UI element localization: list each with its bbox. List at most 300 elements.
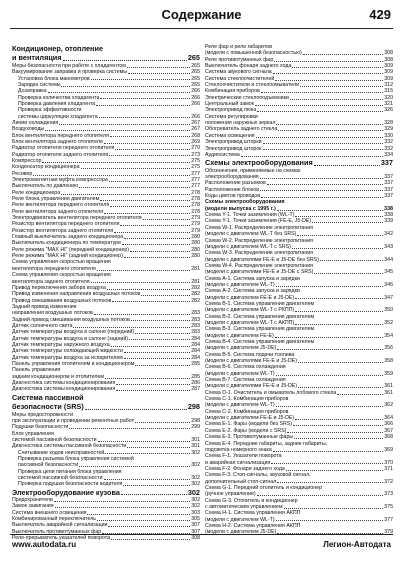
toc-entry-title: Схема Н-1. Система управления АКПП [205,510,301,517]
toc-dot-leader [257,111,383,112]
toc-entry-page: 343 [384,243,393,250]
toc-entry-title: (модели с двигателем WL-T) [205,281,275,288]
toc-dot-leader [278,130,383,131]
toc-dot-leader [85,409,187,410]
toc-entry-title: Схема В-4. Система управления двигателем [205,339,315,345]
toc-dot-leader [130,251,190,252]
toc-entry-title: Меры безопасности при работе с хладагентом [12,62,126,69]
toc-entry-title: Схема G-3. Отопитель и кондиционер [205,497,298,504]
toc-entry-page: 337 [384,192,393,199]
toc-entry-page: 275 [191,164,200,171]
toc-entry-title: вентилятора заднего отопителя [12,278,90,285]
toc-entry-title: задним кондиционером и отопителем [12,373,104,380]
toc-entry-title: Резистор вентилятора заднего отопителя [12,227,114,234]
toc-dot-leader [298,387,383,388]
toc-dot-leader [69,428,190,429]
toc-entry-page: 280 [191,253,200,260]
toc-dot-leader [123,485,190,486]
toc-entry-title: Радиатор отопителя переднего отопителя [12,145,115,152]
toc-entry-title: Проверка количества хладагента [18,94,100,101]
toc-entry-title: Схема В-7. Система охлаждения [205,377,286,384]
toc-entry-page: 356 [384,345,393,352]
toc-entry-title: Реле блока управления двигателем [12,196,100,203]
toc-entry-title: Реле вентилятора заднего отопителя [12,208,104,215]
toc-entry-title: Привод переключения забора воздуха [12,284,106,291]
toc-entry-page: 345 [384,269,393,276]
toc-dot-leader [105,378,190,379]
toc-dot-leader [129,339,190,340]
toc-dot-leader [297,235,383,236]
toc-entry-page: 339 [384,218,393,225]
toc-entry-title: с автоматическим управлением [205,503,283,510]
toc-entry-title: Проверка разъема блока управления системой [18,455,134,462]
toc-entry-title: (модели с двигателями FE-E и J5-DE без SRS) [205,256,319,263]
toc-section-heading [12,45,200,53]
toc-entry-title: Схема А-1. Система запуска и зарядки [205,275,300,282]
toc-dot-leader [104,213,190,214]
toc-dot-leader [273,451,383,452]
toc-entry-title: Реле кондиционера [12,189,61,196]
toc-entry-title: Компрессор [12,157,42,164]
toc-entry-page: 266 [191,100,200,107]
page-header [10,4,393,29]
toc-entry-page: 342 [384,231,393,238]
toc-entry-page: 337 [380,158,393,168]
toc-dot-leader [314,273,383,274]
toc-entry-page: 338 [384,212,393,219]
toc-dot-leader [276,124,383,125]
toc-dot-leader [255,105,383,106]
toc-entry-page: 366 [384,421,393,428]
toc-dot-leader [110,206,190,207]
toc-entry-title: Блок управления [12,430,54,437]
toc-dot-leader [263,143,384,144]
toc-entry-page: 344 [384,256,393,263]
toc-entry-title: Дозаправка [18,88,47,95]
toc-entry-page: 301 [191,443,200,450]
toc-dot-leader [276,375,384,376]
toc-entry-title: Датчик солнечного света [12,322,73,329]
toc-dot-leader [54,501,190,502]
toc-section-heading [12,54,200,62]
toc-entry-title: Предохранители [12,497,53,504]
footer-divider [10,534,393,535]
toc-entry-page: 285 [191,373,200,380]
toc-entry-title: Схемы электрооборудования [205,199,285,206]
toc-dot-leader [141,295,190,296]
toc-entry-page: 302 [191,503,200,510]
toc-entry-title: Реле режима "MAX HI" (задний кондиционер) [12,253,123,260]
toc-entry-page: 329 [384,126,393,133]
toc-entry-title: Схема А-2. Система запуска и зарядки [205,288,300,295]
toc-entry-title: Схема Е-2. Фары (модели с SRS) [205,427,287,434]
toc-entry-title: Схема В-3. Система управления двигателем [205,326,315,333]
toc-entry-page: 347 [384,294,393,301]
toc-entry-title: Резистор вентилятора переднего отопителя [12,221,120,228]
toc-entry-title: Выключатель кондиционера по температуре [12,240,122,247]
toc-entry-title: (модели с двигателем WL-T с SRS) [205,243,291,250]
toc-entry-title: (модели с двигателем FE-E и J5-DE) [205,415,295,422]
toc-entry-page: 285 [191,360,200,367]
toc-entry-page: 373 [384,491,393,498]
toc-dot-leader [121,494,187,495]
toc-entry-title: (модели с двигателем J5-DE) [205,345,277,352]
toc-entry-page: 265 [191,75,200,82]
toc-entry-page: 379 [384,529,393,536]
toc-entry-title: Диагностика системы кондиционирования [12,380,116,386]
toc-entry-page: 309 [384,75,393,82]
toc-dot-leader [320,260,383,261]
toc-entry-title: Электромагнитная муфта компрессора [12,177,108,183]
toc-dot-leader [42,162,190,163]
toc-entry-title: Реле фар и реле габаритов [205,44,273,50]
toc-entry-title: направления воздушных потоков [12,310,93,317]
toc-dot-leader [295,311,383,312]
toc-entry-page: 282 [191,297,200,304]
toc-dot-leader [295,298,383,299]
toc-dot-leader [81,168,191,169]
toc-entry-title: электрооборудования [205,173,259,180]
toc-dot-leader [276,406,384,407]
toc-entry-title: Комбинированный переключатель [12,516,97,523]
toc-dot-leader [241,156,383,157]
toc-dot-leader [107,289,190,290]
toc-entry-title: Электропривод шторок [205,145,262,152]
toc-entry-title: Схема Y-1. Точки заземления (FE-E, J5-DE) [205,218,312,225]
toc-entry-page: 287 [191,386,200,393]
toc-entry-title: Схема С-2. Комбинация приборов [205,408,289,415]
toc-entry-page: 302 [191,481,200,488]
toc-right-column [205,44,393,534]
toc-entry-page: 298 [187,402,200,412]
toc-entry-title: положения наружных зеркал [205,120,276,127]
toc-entry-page: 328 [384,120,393,127]
toc-entry [12,481,200,487]
toc-entry-page: 337 [384,173,393,180]
toc-dot-leader [100,98,190,99]
toc-entry-page: 284 [191,335,200,342]
toc-entry-title: Схема управления скоростью вращения [12,272,111,279]
toc-dot-leader [99,117,191,118]
toc-dot-leader [286,470,383,471]
toc-entry-page: 308 [384,50,393,57]
toc-entry-page: 284 [191,348,200,355]
toc-entry-page: 315 [384,88,393,95]
toc-entry-title: (модели с двигателем WL-T с РКПП) [205,307,295,314]
toc-entry-title: Выключатель по давлению [12,183,79,190]
toc-entry-title: Система пассивной [12,392,84,402]
toc-entry-title: Схема В-6. Система охлаждения [205,364,286,371]
toc-entry-title: Обозначения, применяемые на схемах [205,167,301,174]
toc-entry-title: Датчик температуры наружного воздуха [12,341,110,348]
toc-dot-leader [135,422,190,423]
toc-dot-leader [337,394,383,395]
toc-dot-leader [79,466,190,467]
toc-dot-leader [312,222,383,223]
toc-dot-leader [124,257,190,258]
toc-entry-title: Стеклоочистители и стеклоомыватели [205,82,300,89]
toc-dot-leader [277,482,383,483]
toc-entry-title: Привод смешивания воздушных потоков [12,297,112,304]
toc-dot-leader [116,390,190,391]
footer-publisher: Легион-Автодата [323,540,391,549]
toc-dot-leader [276,286,384,287]
toc-entry-page: 308 [191,535,200,542]
toc-section-heading [12,489,200,497]
toc-entry-title: (модели с двигателем WL-T) [205,402,275,409]
toc-entry-title: Установка блока манометров [18,75,90,82]
toc-entry-page: 361 [384,383,393,390]
toc-entry-title: Реле вентилятора переднего отопителя [12,202,110,209]
toc-entry-title: (модели с повышенной безопасностью) [205,50,302,57]
toc-entry-title: безопасности (SRS) [12,402,84,412]
toc-dot-leader [276,520,384,521]
toc-entry-title: Датчик температуры охлаждающей жидкости [12,348,123,355]
toc-entry-page: 280 [191,240,200,247]
toc-entry-title: Электродвигатель вентилятора переднего отопителя [12,215,142,222]
toc-entry-page: 377 [384,516,393,523]
toc-dot-leader [61,194,190,195]
toc-entry-page: 332 [384,139,393,146]
toc-entry-page: 370 [384,459,393,466]
toc-entry-page: 282 [191,291,200,298]
toc-dot-leader [292,67,383,68]
toc-section-heading [12,403,200,411]
toc-entry-title: Реле противотуманных фар [205,56,274,63]
toc-entry-title: Электропривод люка [205,107,257,114]
toc-dot-leader [273,73,384,74]
toc-dot-leader [91,282,191,283]
toc-entry-title: Коды цветов проводов [205,192,261,199]
toc-dot-leader [87,514,190,515]
toc-entry-page: 267 [191,126,200,133]
toc-entry-title: (модели с двигателем WL-T) [205,370,275,377]
toc-dot-leader [275,80,383,81]
toc-entry-page: 302 [191,497,200,504]
toc-dot-leader [100,200,190,201]
toc-entry-page: 375 [384,503,393,510]
toc-entry-title: Схема В-5. Система подачи топлива [205,351,295,358]
toc-entry-page: 332 [384,145,393,152]
toc-dot-leader [298,362,383,363]
toc-entry-page: 302 [191,474,200,481]
toc-entry-page: 312 [384,82,393,89]
toc-entry-page: 278 [191,189,200,196]
toc-entry-title: Аудиосистема [205,151,240,158]
toc-dot-leader [109,181,190,182]
toc-dot-leader [261,92,383,93]
toc-entry-title: Выключатель фонаря заднего хода [205,63,292,70]
toc-entry-page: 307 [191,528,200,535]
toc-dot-leader [131,320,191,321]
toc-entry-page: 354 [384,332,393,339]
toc-dot-leader [292,248,383,249]
toc-dot-leader [260,190,383,191]
page-number: 429 [369,7,391,22]
toc-dot-leader [122,244,190,245]
toc-dot-leader [45,130,190,131]
toc-entry-title: Диагностика системы пассивной безопасности [12,443,127,450]
toc-dot-leader [275,337,383,338]
toc-dot-leader [61,86,190,87]
toc-entry-title: Расположение разъемов [205,180,266,187]
toc-dot-leader [59,124,190,125]
toc-entry-title: Система внешнего освещения [12,509,87,516]
toc-entry-title: подсветка номерного знака [205,446,272,453]
toc-entry-page: 281 [191,278,200,285]
toc-entry-title: Схемы электрооборудования [205,158,313,168]
toc-dot-leader [97,520,190,521]
toc-entry-page: 309 [384,69,393,76]
toc-entry-title: Схема W-4. Распределение электропитания [205,262,314,269]
toc-entry-page: 372 [384,478,393,485]
toc-dot-leader [295,324,383,325]
toc-entry-title: (модели с двигателем WL-T) [205,516,275,523]
toc-entry-page: 279 [191,221,200,228]
toc-dot-leader [97,270,190,271]
toc-entry-title: (модели с двигателем WL-T с АКПП) [205,319,295,326]
toc-dot-leader [91,79,191,80]
toc-entry-page: 359 [384,370,393,377]
toc-entry-title: (модели с двигателем J5-DE) [205,529,277,536]
toc-entry-title: Схема W-2. Распределение электропитания [205,237,314,244]
toc-entry-page: 267 [191,119,200,126]
toc-dot-leader [110,136,190,137]
toc-dot-leader [114,232,190,233]
toc-entry-title: Радиатор отопителя заднего отопителя [12,151,109,158]
toc-entry-page: 346 [384,281,393,288]
toc-entry-title: (модели с двигателями FE-E и J5-DE с SRS) [205,269,314,276]
toc-entry-title: вентилятора переднего отопителя [12,265,96,272]
toc-entry-title: Схема Е-4. Передние габариты, задние габариты, [205,440,328,447]
toc-entry-title: Воздуховоды [12,126,45,133]
toc-entry-title: Схема Е-1. Фары (модели без SRS) [205,421,293,428]
toc-entry-page: 337 [384,180,393,187]
toc-entry-title: Выключатель аварийной сигнализации [12,522,108,529]
toc-entry-page: 364 [384,415,393,422]
toc-dot-leader [135,365,190,366]
toc-entry-title: Подушки безопасности [12,424,69,431]
toc-entry-title: Задний привод смешивания воздушных потоков [12,316,130,323]
footer-website: www.autodata.ru [12,540,77,549]
toc-entry-page: 361 [384,389,393,396]
toc-entry-page: 309 [384,63,393,70]
toc-entry-title: Панель управления отопителем и кондиционером [12,360,135,367]
toc-dot-leader [295,216,383,217]
toc-dot-leader [120,225,190,226]
toc-entry-title: Датчик температуры воздуха в салоне (задний) [12,335,129,342]
toc-dot-leader [290,99,383,100]
toc-entry-title: Диагностика системы кондиционирования [12,386,116,393]
toc-entry-page: 266 [191,88,200,95]
toc-dot-leader [111,346,191,347]
toc-entry-title: Комбинация приборов [205,88,260,95]
toc-entry-page: 281 [191,265,200,272]
toc-entry-page: 368 [384,434,393,441]
toc-entry-title: Схема D-1. Очиститель и омыватель лобового стекла [205,389,337,396]
toc-entry-page: 299 [191,424,200,431]
toc-entry-title: и аварийная сигнализация [205,459,271,466]
toc-dot-leader [128,73,190,74]
toc-entry-page: 279 [191,215,200,222]
toc-section-heading [12,394,200,402]
toc-entry-page: 266 [191,94,200,101]
toc-entry-title: Схема управления скоростью вращения [12,259,111,266]
toc-dot-leader [271,463,383,464]
toc-dot-leader [293,425,383,426]
toc-dot-leader [263,149,384,150]
toc-dot-leader [261,197,383,198]
toc-dot-leader [63,60,187,61]
toc-entry-page: 371 [384,465,393,472]
toc-dot-leader [127,447,190,448]
toc-entry-title: (модели с двигателем FE-E и J5-DE) [205,294,295,301]
toc-entry-page: 269 [191,138,200,145]
toc-entry-title: Выключатель противотуманных фар [12,528,102,535]
toc-entry-page: 283 [191,329,200,336]
toc-entry-title: Схема F-1. Указатели поворота [205,453,282,460]
toc-section-heading [205,159,393,167]
toc-entry-title: Датчик температуры воздуха в салоне (передний) [12,329,135,336]
toc-entry-title: Схема В-2. Система управления двигателем [205,313,315,320]
toc-entry-title: Электропривод шторки [205,139,262,146]
toc-dot-leader [277,349,383,350]
toc-entry-page: 278 [191,208,200,215]
toc-entry-title: Расположение блоков [205,186,260,193]
toc-entry-page: 265 [191,62,200,69]
toc-entry-title: (модели с двигателями FE-E и J5-DE) [205,358,298,365]
toc-entry-title: системой пассивной безопасности [18,474,103,481]
page-title: Содержание [161,7,242,22]
toc-entry-title: Схема G-1. Передний отопитель и кондиционер [205,484,322,491]
toc-entry-title: Схема F-3. Стоп-сигналы, звуковой сигнал, [205,472,311,479]
toc-entry-title: Схема Y-1. Точки заземления (WL-T) [205,212,295,219]
toc-entry-title: Датчик температуры воздуха за испарителем [12,354,123,361]
toc-entry-page: 301 [191,436,200,443]
toc-entry-page: 284 [191,354,200,361]
toc-entry-page: 305 [191,516,200,523]
toc-dot-leader [104,143,190,144]
toc-entry-title: Электрические стеклоподъемники [205,94,289,101]
toc-dot-leader [108,526,190,527]
toc-dot-leader [98,441,191,442]
toc-entry-title: Блок вентилятора заднего отопителя [12,138,103,145]
toc-entry-page: 283 [191,316,200,323]
toc-entry-title: Проверка подушки безопасности водителя [18,481,123,488]
toc-dot-leader [267,184,383,185]
toc-dot-leader [124,358,190,359]
toc-entry-title: системой пассивной безопасности [12,436,97,443]
toc-entry-page: 338 [384,205,393,212]
toc-dot-leader [143,219,191,220]
toc-dot-leader [260,178,384,179]
toc-entry-page: 302 [191,449,200,456]
toc-dot-leader [287,432,383,433]
toc-entry-title: Схема Н-2. Система управления АКПП [205,522,301,529]
toc-entry [12,386,200,392]
toc-entry-title: Обогреватель заднего стекла [205,126,278,133]
toc-entry-title: Проверка давления хладагента [18,100,96,107]
toc-entry-title: (модели с двигателями FE-E и J5-DE) [205,383,298,390]
toc-dot-leader [33,175,190,176]
toc-entry-title: Блок вентилятора переднего отопителя [12,132,109,139]
toc-entry-title: Вакуумирование заправка и проверка системы [12,69,128,76]
toc-entry-page: 283 [191,322,200,329]
toc-dot-leader [112,301,190,302]
toc-dot-leader [127,67,190,68]
toc-entry-page: 302 [187,487,200,497]
toc-entry-page: 298 [191,417,200,424]
